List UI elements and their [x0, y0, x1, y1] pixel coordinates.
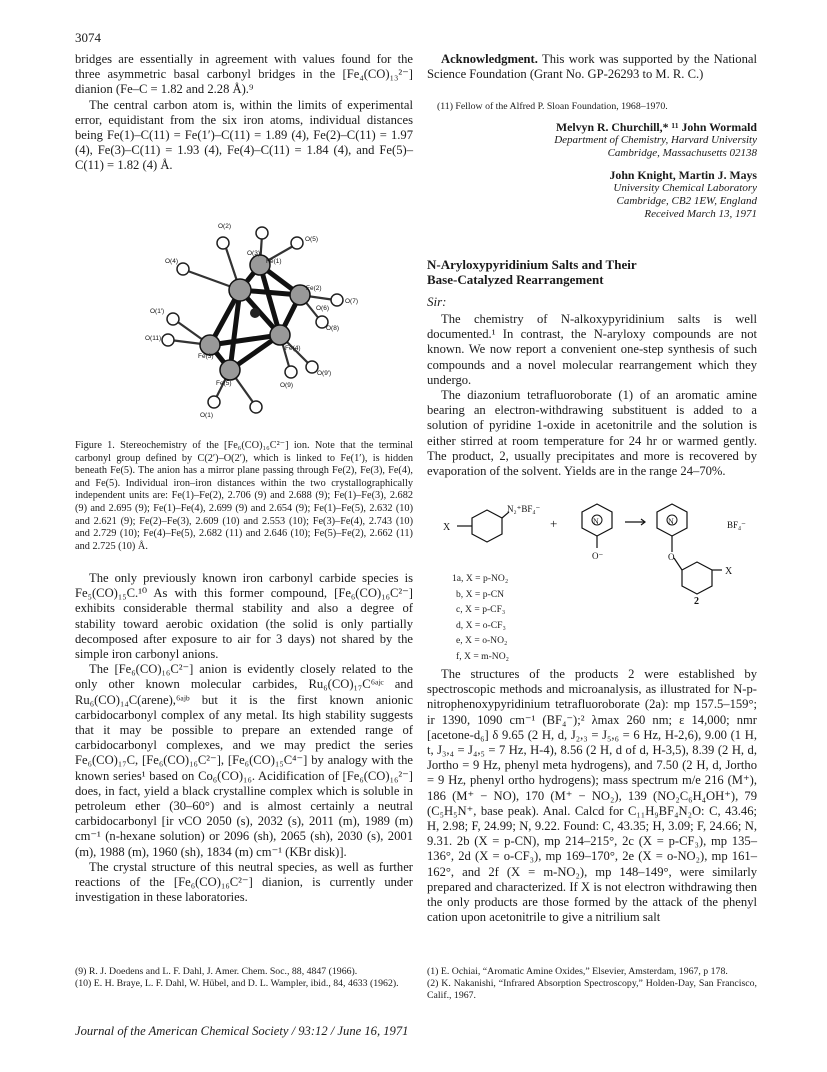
benzene-ring: [472, 510, 502, 542]
phenyl-ring: [682, 562, 712, 594]
bond: [674, 558, 682, 570]
author-block-1: [554, 121, 757, 160]
author-name: John Knight, Martin J. Mays: [609, 168, 757, 182]
acknowledgment: [427, 52, 757, 82]
paragraph: The crystal structure of this neutral species, as well as further reactions of the [Fe₆(CO)₁₆C²⁻] dianion, is currently under investigation in these laboratories.: [75, 859, 413, 905]
iron-atom: [270, 325, 290, 345]
left-column-bottom: [75, 571, 413, 905]
paragraph: The structures of the products 2 were established by spectroscopic methods and microanalysis, as illustrated for N-p-nitrophenoxypyridinium tetrafluoroborate (2a): mp 157.5–159°; ir 1390, 1090 cm⁻¹ (BF₄⁻);² λmax 260 nm; ε 14,000; nmr [acetone-d₆] δ 9.65 (2 H, d, J₂,₃ = J₅,₆ = 6 Hz, H-2,6), 9.00 (1 H, t, J₃,₄ = J₄,₅ = 7 Hz, H-4), 8.56 (2 H, d of d, H-3,5), 8.39 (2 H, d, Jortho = 9 Hz, phenyl meta hydrogens), and 7.50 (2 H, d, Jortho = 9 Hz, phenyl ortho hydrogens); mass spectrum m/e 216 (M⁺), 186 (M⁺ − NO), 170 (M⁺ − NO₂), 139 (NO₂C₆H₄OH⁺), 79 (C₅H₅N⁺, base peak). Anal. Calcd for C₁₁H₉BF₄N₂O: C, 43.46; H, 2.98; F, 24.99; N, 9.22. Found: C, 43.35; H, 3.09; F, 24.66; N, 9.31. 2b (X = p-CN), mp 214–215°, 2c (X = p-CF₃), mp 135–136°, 2d (X = o-CF₃), mp 169–170°, 2e (X = o-NO₂), mp 161–162°, and 2f (X = m-NO₂), mp 148–149°, were similarly prepared and characterized. If X is not electron withdrawing then the only products are those formed by the attack of the phenyl cation upon acetonitrile to give a nitrilium salt: [427, 667, 757, 925]
substituent-label: X: [725, 566, 733, 577]
affiliation: Cambridge, CB2 1EW, England: [616, 195, 757, 207]
author-block-2: [610, 169, 757, 221]
atom-label: Fe(5): [216, 380, 232, 387]
oxygen-atom: [250, 401, 262, 413]
oxygen-atom: [208, 396, 220, 408]
left-column-top: [75, 52, 413, 174]
iron-atom: [229, 279, 251, 301]
title-line: N-Aryloxypyridinium Salts and Their: [427, 257, 637, 272]
nitrogen-label: N: [668, 517, 674, 526]
atom-label: O(11): [145, 335, 162, 342]
paragraph: bridges are essentially in agreement with values found for the three asymmetric basal carbonyl bridges in the [Fe₄(CO)₁₃²⁻] dianion (Fe–C = 1.82 and 2.28 Å).⁹: [75, 52, 413, 97]
atom-label: O(3): [247, 250, 260, 257]
footnote: (10) E. H. Braye, L. F. Dahl, W. Hübel, and D. L. Wampler, ibid., 84, 4633 (1962).: [75, 978, 399, 989]
ack-label: Acknowledgment.: [441, 52, 538, 66]
atom-label: O(1): [200, 412, 213, 419]
atom-label: O(5): [305, 236, 318, 243]
atom-label: O(6): [316, 305, 329, 312]
oxygen-atom: [285, 366, 297, 378]
received-date: Received March 13, 1971: [644, 208, 757, 220]
oxygen-atom: [291, 237, 303, 249]
oxygen-atom: [256, 227, 268, 239]
paragraph: The [Fe₆(CO)₁₆C²⁻] anion is evidently closely related to the only other known molecular carbides, Ru₆(CO)₁₇C⁶ᵃʲᶜ and Ru₆(CO)₁₄C(arene),⁶ᵃʲᵇ but it is the first known anionic carbidocarbonyl complex of any metal. Its high stability suggests that it may be possible to prepare an extended range of carbidocarbonyl complexes, and we may predict the series Fe₆(CO)₁₇C, [Fe₆(CO)₁₆C²⁻], [Fe₆(CO)₁₅C⁴⁻] by analogy with the known series¹ based on Co₆(CO)₁₆. Acidification of [Fe₆(CO)₁₆²⁻] does, in fact, yield a black crystalline complex which is soluble in petroleum ether (30–60°) and is almost certainly a neutral carbidocarbonyl [ir νCO 2050 (s), 2032 (s), 2011 (m), 1989 (m) cm⁻¹ (n-hexane solution) or 2096 (sh), 2065 (sh), 2030 (s), 2001 (m), 1988 (m), 1960 (sh), 1834 (m) cm⁻¹ (KBr disk)].: [75, 662, 413, 859]
atom-label: Fe(2): [306, 285, 322, 292]
compound-number: 2: [694, 596, 699, 605]
footnote: (1) E. Ochiai, “Aromatic Amine Oxides,” Elsevier, Amsterdam, 1967, p 178.: [427, 966, 728, 977]
oxygen-label: O: [668, 552, 675, 562]
diazonium-label: N₂⁺BF₄⁻: [507, 504, 541, 514]
compound-item: e, X = o-NO₂: [456, 635, 508, 646]
plus-sign: +: [550, 516, 558, 531]
page-number: 3074: [75, 30, 101, 45]
atom-label: Fe(4): [285, 345, 301, 352]
atom-label: Fe(3): [198, 353, 214, 360]
iron-atom: [220, 360, 240, 380]
substituent-label: X: [443, 522, 451, 533]
atom-label: O(1′): [150, 308, 165, 315]
atom-label: O(9′): [317, 370, 332, 377]
oxygen-atom: [177, 263, 189, 275]
figure-1-structure: [130, 195, 370, 425]
oxygen-atom: [217, 237, 229, 249]
oxide-label: O⁻: [592, 551, 604, 561]
affiliation: University Chemical Laboratory: [613, 182, 757, 194]
compound-item: b, X = p-CN: [456, 588, 505, 600]
author-name: Melvyn R. Churchill,* ¹¹ John Wormald: [556, 120, 757, 134]
counterion-label: BF₄⁻: [727, 520, 746, 530]
oxygen-atom: [331, 294, 343, 306]
figure-caption: Figure 1. Stereochemistry of the [Fe₆(CO)₁₆C²⁻] ion. Note that the terminal carbonyl group defined by C(2′)–O(2′), which is linked to Fe(1′), is hidden beneath Fe(5). The anion has a mirror plane passing through Fe(2), Fe(3), Fe(4), and Fe(5). Individual iron–iron distances within the two crystallographically independent units are: Fe(1)–Fe(2), 2.706 (9) and 2.688 (9); Fe(1)–Fe(3), 2.682 (9) and 2.695 (9); Fe(1)–Fe(4), 2.699 (9) and 2.654 (9); Fe(1)–Fe(5), 2.632 (10) and 2.621 (9); Fe(2)–Fe(3), 2.609 (10) and 2.553 (10); Fe(3)–Fe(4), 2.743 (10) and 2.729 (10); Fe(4)–Fe(5), 2.682 (11) and 2.646 (10); Fe(5)–Fe(2), 2.662 (11) and 2.725 (10) Å.: [75, 440, 413, 552]
affiliation: Cambridge, Massachusetts 02138: [607, 147, 757, 159]
article-title: [427, 257, 757, 287]
atom-label: O(7): [345, 298, 358, 305]
footnotes-right: [427, 966, 757, 1002]
compound-item: d, X = o-CF₃: [456, 619, 506, 631]
journal-footer: Journal of the American Chemical Society / 93:12 / June 16, 1971: [75, 1024, 409, 1038]
atom-label: O(4): [165, 258, 178, 265]
compound-list: [452, 571, 509, 664]
iron-atom: [200, 335, 220, 355]
compound-item: f, X = m-NO₂: [456, 650, 509, 662]
footnote: (9) R. J. Doedens and L. F. Dahl, J. Amer. Chem. Soc., 88, 4847 (1966).: [75, 966, 358, 977]
affiliation: Department of Chemistry, Harvard University: [554, 134, 757, 146]
footnotes-left: [75, 966, 413, 990]
right-column-body: [427, 312, 757, 479]
atom-label: O(9): [280, 382, 293, 389]
ack-text: This work was supported by the National Science Foundation (Grant No. GP-26293 to M. R. C.): [427, 52, 757, 82]
oxygen-atom: [162, 334, 174, 346]
footnote: (2) K. Nakanishi, “Infrared Absorption Spectroscopy,” Holden-Day, San Francisco, Calif., 1967.: [427, 978, 757, 1001]
salutation: Sir:: [427, 294, 447, 309]
oxygen-atom: [167, 313, 179, 325]
compound-item: c, X = p-CF₃: [456, 604, 506, 615]
paragraph: The diazonium tetrafluoroborate (1) of an aromatic amine bearing an electron-withdrawing substituent is added to a solution of pyridine 1-oxide in acetonitrile and the solution is either stirred at room temperature for 24 hr or warmed gently. The product, 2, usually precipitates and more is recovered by evaporation of the solvent. Yields are in the range 24–70%.: [427, 388, 757, 479]
paragraph: The chemistry of N-alkoxypyridinium salts is well documented.¹ In contrast, the N-aryloxy compounds are not known. We now report a convenient one-step synthesis of such compounds and a novel molecular rearrangement which they undergo.: [427, 312, 757, 387]
footnote: (11) Fellow of the Alfred P. Sloan Foundation, 1968–1970.: [437, 101, 668, 112]
title-line: Base-Catalyzed Rearrangement: [427, 272, 604, 287]
paragraph: The central carbon atom is, within the limits of experimental error, equidistant from the six iron atoms, individual distances being Fe(1)–C(11) = Fe(1′)–C(11) = 1.89 (4), Fe(2)–C(11) = 1.97 (4), Fe(3)–C(11) = 1.93 (4), Fe(4)–C(11) = 1.84 (4), and Fe(5)–C(11) = 1.82 (4) Å.: [75, 97, 413, 173]
atom-label: O(2): [218, 223, 231, 230]
nitrogen-label: N: [593, 517, 599, 526]
carbide-atom: [250, 308, 260, 318]
atom-label: Fe(1): [266, 258, 282, 265]
atom-label: O(8): [326, 325, 339, 332]
right-column-structures: [427, 667, 757, 925]
compound-item: 1a, X = p-NO₂: [452, 573, 509, 584]
paragraph: The only previously known iron carbonyl carbide species is Fe₅(CO)₁₅C.¹⁰ As with this former compound, [Fe₆(CO)₁₆C²⁻] exhibits considerable thermal stability and also a degree of stability toward aerobic oxidation (the solid is only partially decomposed after exposure to air for 3 days) not shared by the simple iron carbonyl anions.: [75, 571, 413, 662]
